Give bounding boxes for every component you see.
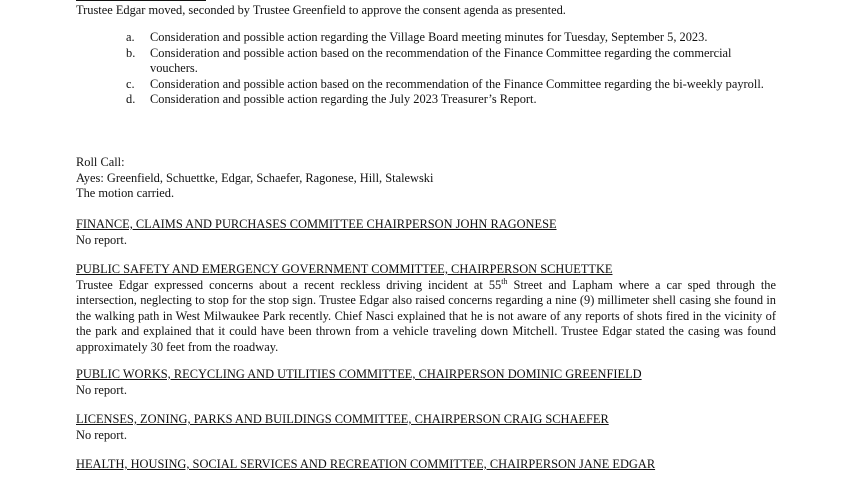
section-body bbox=[76, 278, 776, 356]
section-public-works bbox=[76, 367, 776, 398]
section-licenses bbox=[76, 412, 776, 443]
section-heading: PUBLIC WORKS, RECYCLING AND UTILITIES COMMITTEE, CHAIRPERSON DOMINIC GREENFIELD bbox=[76, 367, 642, 381]
agenda-item-c bbox=[76, 77, 776, 93]
section-health bbox=[76, 457, 776, 473]
roll-call-label: Roll Call: bbox=[76, 155, 125, 169]
agenda-marker: a. bbox=[126, 30, 135, 44]
section-body: No report. bbox=[76, 382, 127, 397]
agenda-item-d bbox=[76, 92, 776, 108]
agenda-item-b bbox=[76, 46, 776, 77]
agenda-text: Consideration and possible action based on the recommendation of the Finance Committee regarding the commercial vouchers. bbox=[150, 45, 732, 75]
top-rule bbox=[76, 0, 206, 1]
agenda-marker: c. bbox=[126, 76, 135, 91]
section-heading: FINANCE, CLAIMS AND PURCHASES COMMITTEE CHAIRPERSON JOHN RAGONESE bbox=[76, 217, 557, 231]
agenda-marker: d. bbox=[126, 92, 136, 106]
agenda-text: Consideration and possible action regarding the Village Board meeting minutes for Tuesday, September 5, 2023. bbox=[150, 30, 708, 44]
agenda-item-a bbox=[76, 30, 776, 46]
agenda-text: Consideration and possible action based on the recommendation of the Finance Committee regarding the bi-weekly payroll. bbox=[150, 76, 764, 91]
section-heading: LICENSES, ZONING, PARKS AND BUILDINGS COMMITTEE, CHAIRPERSON CRAIG SCHAEFER bbox=[76, 412, 609, 426]
roll-call-result: The motion carried. bbox=[76, 186, 175, 200]
section-finance bbox=[76, 217, 776, 248]
body-text-start: Trustee Edgar expressed concerns about a recent reckless driving incident at 55 bbox=[76, 277, 502, 292]
motion-text: Trustee Edgar moved, seconded by Trustee Greenfield to approve the consent agenda as presented. bbox=[76, 3, 566, 17]
consent-agenda-list bbox=[76, 30, 776, 108]
section-body: No report. bbox=[76, 232, 127, 247]
ordinal-suffix: th bbox=[501, 276, 508, 286]
roll-call-ayes: Ayes: Greenfield, Schuettke, Edgar, Schaefer, Ragonese, Hill, Stalewski bbox=[76, 170, 434, 185]
section-heading: HEALTH, HOUSING, SOCIAL SERVICES AND RECREATION COMMITTEE, CHAIRPERSON JANE EDGAR bbox=[76, 457, 656, 471]
agenda-marker: b. bbox=[126, 45, 136, 60]
body-text-rest: Street and Lapham where a car sped through the intersection, neglecting to stop for the stop sign. Trustee Edgar also raised concerns regarding a nine (9) millimeter shell casing she found in the walking path in West Milwaukee Park recently. Chief Nasci explained that he is not aware of any reports of shots fired in the vicinity of the park and explained that it could have been thrown from a vehicle traveling down Mitchell. Trustee Edgar stated the casing was found approximately 30 feet from the roadway. bbox=[76, 277, 777, 354]
section-heading: PUBLIC SAFETY AND EMERGENCY GOVERNMENT COMMITTEE, CHAIRPERSON SCHUETTKE bbox=[76, 262, 613, 276]
section-body: No report. bbox=[76, 427, 127, 442]
agenda-text: Consideration and possible action regarding the July 2023 Treasurer’s Report. bbox=[150, 92, 537, 106]
roll-call bbox=[76, 155, 776, 202]
section-public-safety bbox=[76, 262, 776, 355]
